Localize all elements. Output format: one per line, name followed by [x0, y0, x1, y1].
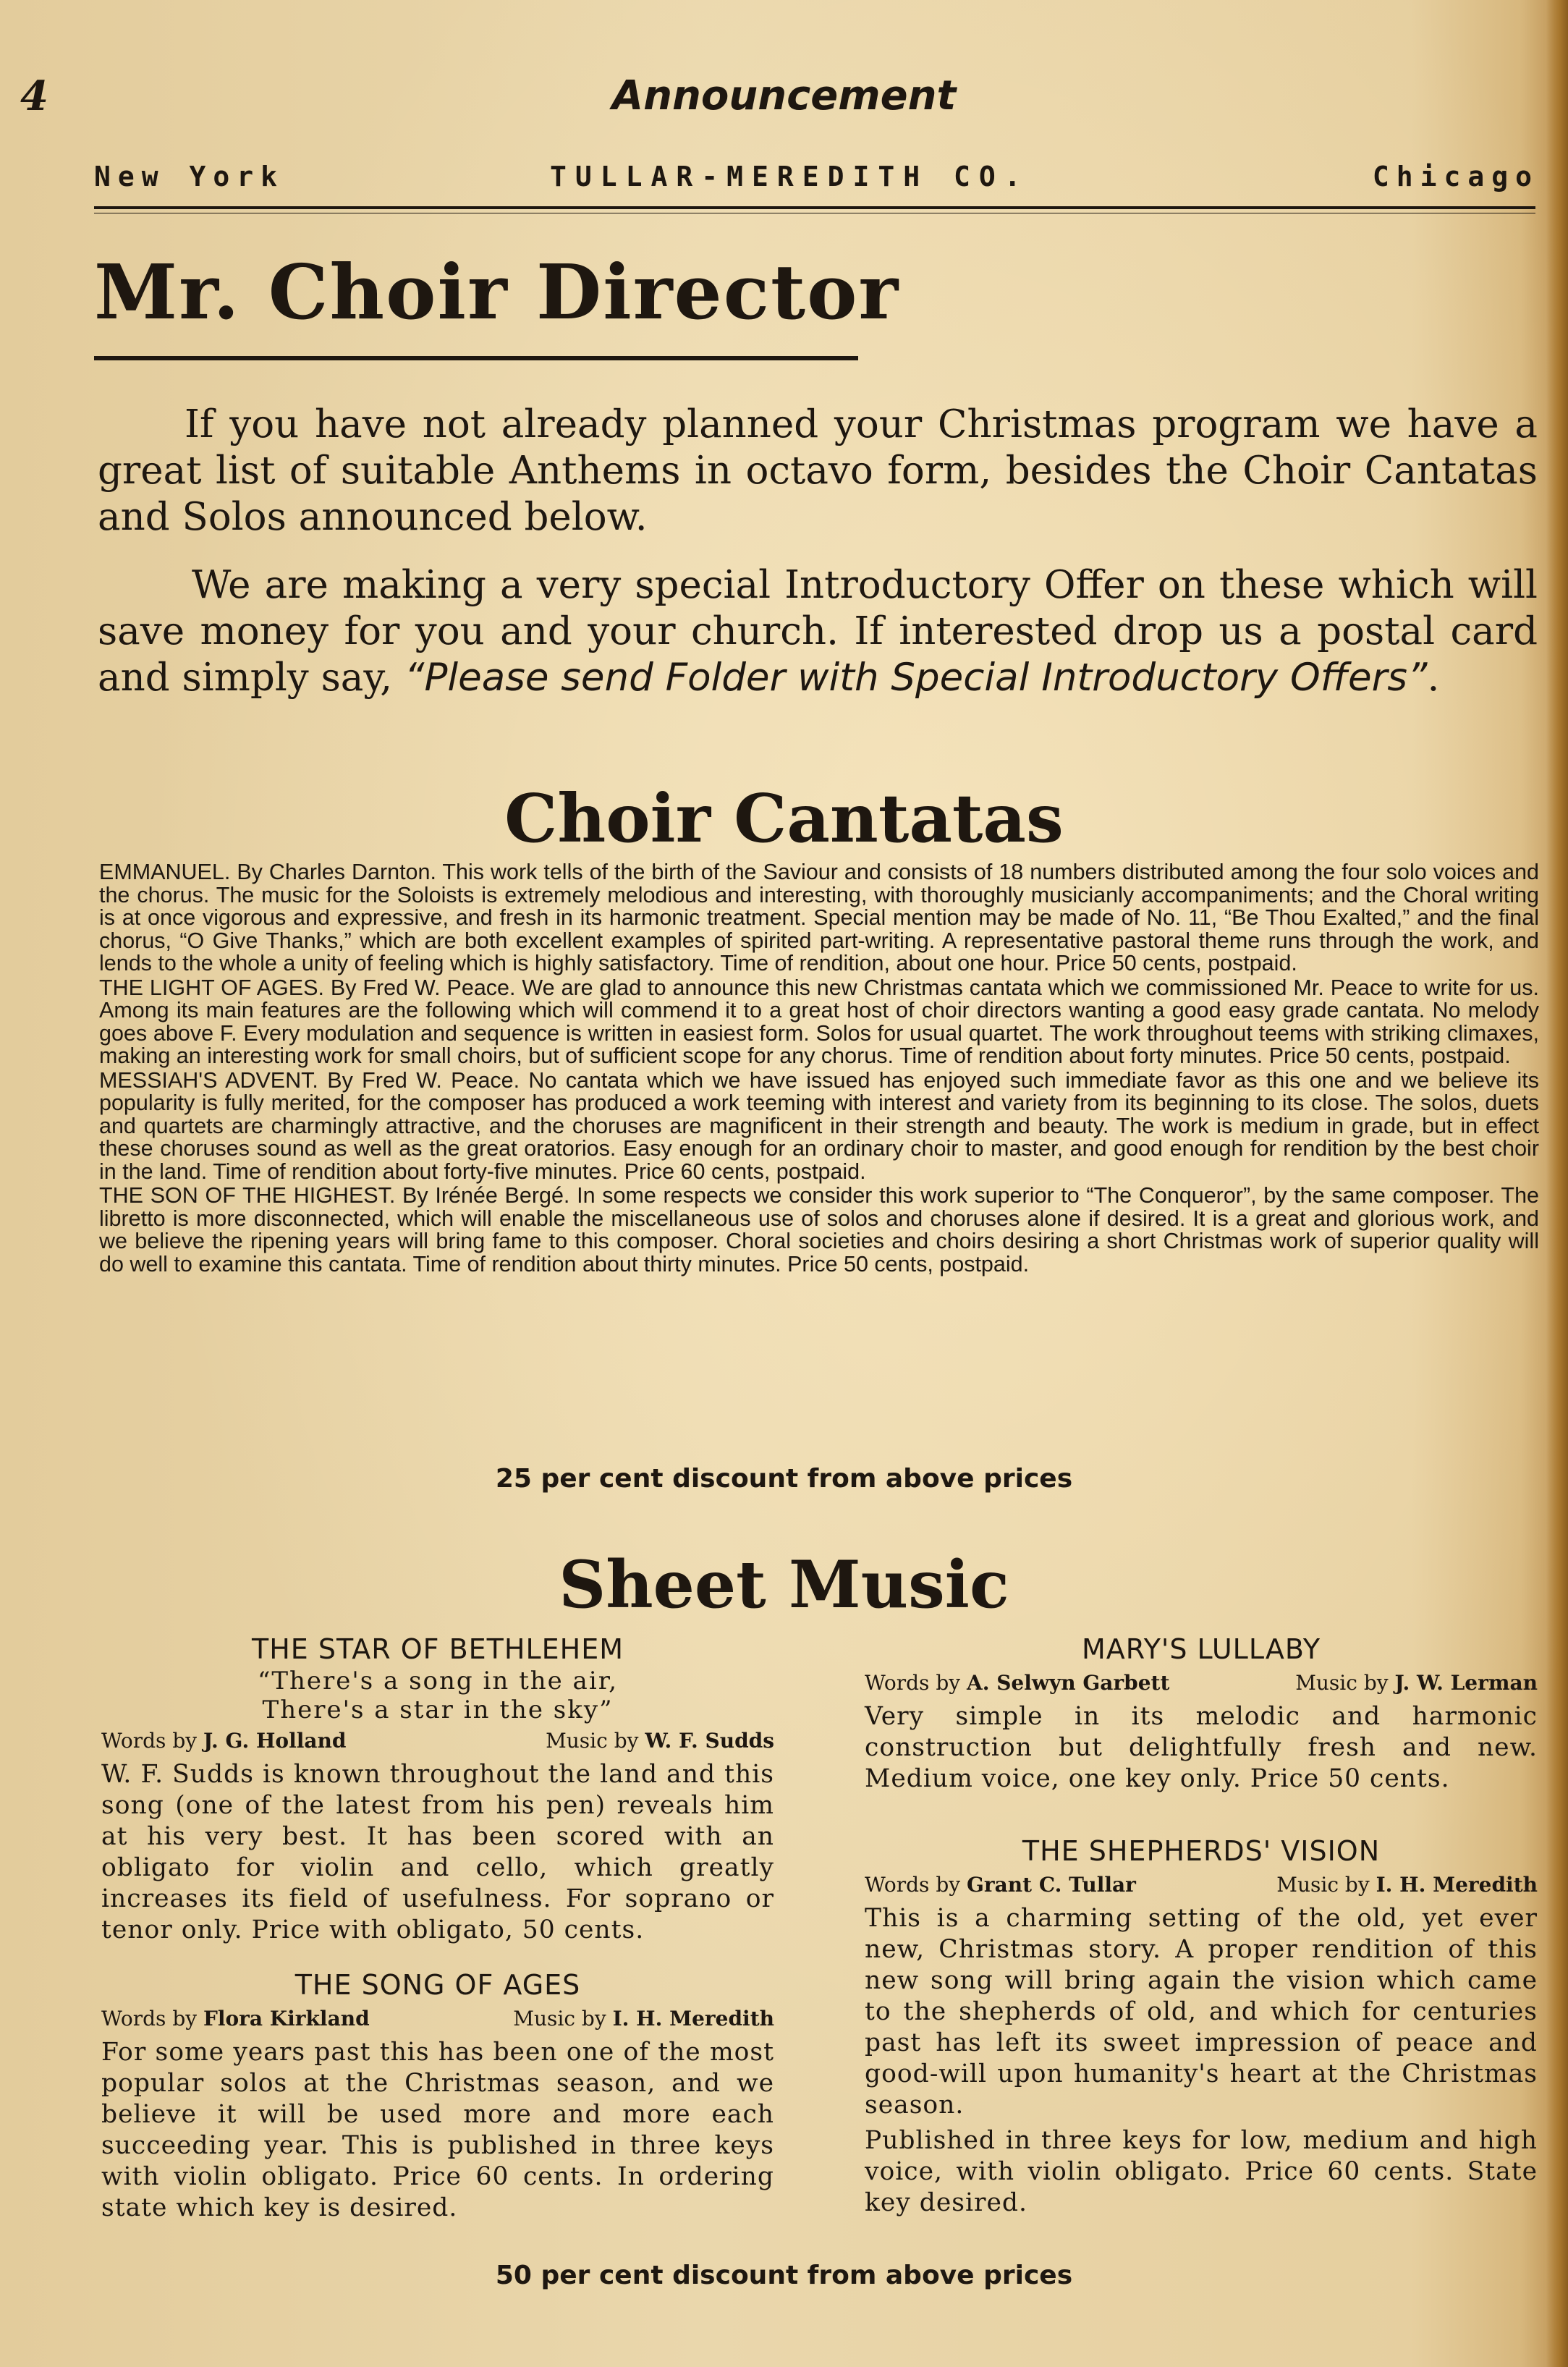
- cantata-item: [99, 1067, 1539, 1184]
- cantata-item: [99, 861, 1539, 975]
- composer: I. H. Meredith: [1376, 1873, 1538, 1897]
- intro-paragraph-2-end: .: [1427, 656, 1440, 700]
- title-underline: [94, 356, 858, 360]
- words-label: Words by: [865, 1873, 961, 1897]
- music-label: Music by: [1276, 1873, 1370, 1897]
- music-credit: [546, 1727, 774, 1755]
- words-label: Words by: [865, 1671, 961, 1695]
- song-title: THE STAR OF BETHLEHEM: [252, 1633, 624, 1665]
- cantata-text: By Fred W. Peace. We are glad to announce this new Christmas cantata which we commissioned Mr. Peace to write for us. Among its main features are the following which will commend it to a great host of choir directors wanting a good easy grade cantata. No melody goes above F. Every modulation and sequence is written in easiest form. Solos for usual quartet. The work throughout teems with striking climaxes, making an interesting work for small choirs, but of sufficient scope for any chorus. Time of rendition about forty minutes. Price 50 cents, postpaid.: [99, 975, 1539, 1068]
- cantata-name: MESSIAH'S ADVENT.: [99, 1067, 318, 1093]
- song-credits: [101, 1727, 774, 1755]
- cantata-text: By Irénée Bergé. In some respects we consider this work superior to “The Conqueror”, by the same composer. The libretto is more disconnected, which will enable the miscellaneous use of solos and choruses alone if desired. It is a great and glorious work, and we believe the ripening years will bring fame to this composer. Choral societies and choirs desiring a short Christmas work of superior quality will do well to examine this cantata. Time of rendition about thirty minutes. Price 50 cents, postpaid.: [99, 1183, 1539, 1276]
- cantata-name: EMMANUEL.: [99, 860, 231, 884]
- music-credit: [1276, 1871, 1538, 1899]
- words-credit: [865, 1871, 1136, 1899]
- music-credit: [1295, 1669, 1538, 1697]
- cantata-text: By Fred W. Peace. No cantata which we have issued has enjoyed such immediate favor as this one and we believe its popularity is fully merited, for the composer has produced a work teeming with interest and variety from its beginning to its close. The solos, duets and quartets are charmingly attractive, and the choruses are magnificent in their strength and beauty. The work is medium in grade, but in effect these choruses sound as well as the great oratorios. Easy enough for an ordinary choir to master, and good enough for rendition by the best choir in the land. Time of rendition about forty-five minutes. Price 60 cents, postpaid.: [99, 1067, 1539, 1184]
- sheet-music-left-column: [101, 1632, 774, 2224]
- header-city-left: New York: [94, 161, 285, 192]
- lyricist: Flora Kirkland: [203, 2007, 370, 2031]
- song-quote-line-2: There's a star in the sky”: [262, 1695, 614, 1724]
- song-quote-line-1: “There's a song in the air,: [257, 1667, 619, 1695]
- song-description: This is a charming setting of the old, yet ever new, Christmas story. A proper rendition of this new song will bring again the vision which came to the shepherds of old, and which for centuries past has left its sweet impression of peace and good-will upon humanity's heart at the Christmas season.: [865, 1904, 1538, 2120]
- header-rule: [94, 206, 1535, 209]
- spacer: [865, 1795, 1538, 1834]
- composer: J. W. Lerman: [1394, 1671, 1538, 1695]
- lyricist: J. G. Holland: [203, 1729, 347, 1753]
- spacer: [101, 1946, 774, 1968]
- song-credits: [865, 1871, 1538, 1899]
- intro-paragraph-2-text: We are making a very special Introductory Offer on these which will save money for you and your church. If interested drop us a postal card and simply say,: [98, 563, 1538, 700]
- words-label: Words by: [101, 1729, 198, 1753]
- music-label: Music by: [1295, 1671, 1389, 1695]
- lyricist: Grant C. Tullar: [966, 1873, 1136, 1897]
- song-description: Very simple in its melodic and harmonic construction but delightfully fresh and new. Medium voice, one key only. Price 50 cents.: [865, 1702, 1538, 1793]
- song-title: THE SHEPHERDS' VISION: [1022, 1835, 1381, 1867]
- cantata-discount: 25 per cent discount from above prices: [495, 1464, 1073, 1494]
- composer: W. F. Sudds: [645, 1729, 774, 1753]
- publisher-header: [94, 161, 1539, 204]
- page-edge: [1546, 0, 1568, 2367]
- cantatas-heading: Choir Cantatas: [504, 779, 1064, 858]
- intro-quote: “Please send Folder with Special Introductory Offers”: [404, 656, 1428, 700]
- sheet-music-heading: Sheet Music: [559, 1546, 1009, 1623]
- song-shepherds-vision: [865, 1834, 1538, 2219]
- header-publisher: TULLAR-MEREDITH CO.: [550, 161, 1030, 192]
- song-marys-lullaby: [865, 1632, 1538, 1795]
- song-title: MARY'S LULLABY: [1081, 1633, 1321, 1665]
- cantata-name: THE SON OF THE HIGHEST.: [99, 1183, 396, 1208]
- song-title: THE SONG OF AGES: [294, 1969, 581, 2001]
- music-label: Music by: [513, 2007, 606, 2031]
- music-label: Music by: [546, 1729, 639, 1753]
- words-credit: [101, 2005, 370, 2033]
- cantata-text: By Charles Darnton. This work tells of the birth of the Saviour and consists of 18 numbers distributed among the four solo voices and the chorus. The music for the Soloists is extremely melodious and interesting, with thoroughly musicianly accompaniments; and the Choral writing is at once vigorous and expressive, and fresh in its harmonic treatment. Special mention may be made of No. 11, “Be Thou Exalted,” and the final chorus, “O Give Thanks,” which are both excellent examples of spirited part-writing. A representative pastoral theme runs through the work, and lends to the whole a unity of feeling which is highly satisfactory. Time of rendition, about one hour. Price 50 cents, postpaid.: [99, 860, 1539, 975]
- sheet-music-right-column: [865, 1632, 1538, 2219]
- song-description-2: Published in three keys for low, medium and high voice, with violin obligato. Price 60 cents. State key desired.: [865, 2126, 1538, 2217]
- header-city-right: Chicago: [1372, 161, 1539, 192]
- page-title: Mr. Choir Director: [94, 247, 900, 336]
- lyricist: A. Selwyn Garbett: [966, 1671, 1170, 1695]
- song-description: W. F. Sudds is known throughout the land and this song (one of the latest from his pen) reveals him at his very best. It has been scored with an obligato for violin and cello, which greatly increases its field of usefulness. For soprano or tenor only. Price with obligato, 50 cents.: [101, 1760, 774, 1944]
- composer: I. H. Meredith: [612, 2007, 774, 2031]
- song-credits: [101, 2005, 774, 2033]
- song-star-of-bethlehem: [101, 1632, 774, 1946]
- music-credit: [513, 2005, 774, 2033]
- running-title: Announcement: [611, 72, 957, 119]
- cantata-item: [99, 1185, 1539, 1276]
- words-label: Words by: [101, 2007, 198, 2031]
- words-credit: [865, 1669, 1169, 1697]
- words-credit: [101, 1727, 346, 1755]
- sheet-music-discount: 50 per cent discount from above prices: [495, 2261, 1073, 2290]
- song-description: For some years past this has been one of the most popular solos at the Christmas season, and we believe it will be used more and more each succeeding year. This is published in three keys with violin obligato. Price 60 cents. In ordering state which key is desired.: [101, 2038, 774, 2222]
- song-credits: [865, 1669, 1538, 1697]
- cantata-list: [99, 861, 1539, 1277]
- cantata-name: THE LIGHT OF AGES.: [99, 975, 324, 1000]
- page-number: 4: [20, 72, 48, 120]
- intro-paragraph-1: If you have not already planned your Christmas program we have a great list of suitable Anthems in octavo form, besides the Choir Cantatas and Solos announced below.: [98, 402, 1538, 539]
- song-song-of-ages: [101, 1968, 774, 2224]
- cantata-item: [99, 977, 1539, 1068]
- intro-paragraph-2: [98, 562, 1538, 701]
